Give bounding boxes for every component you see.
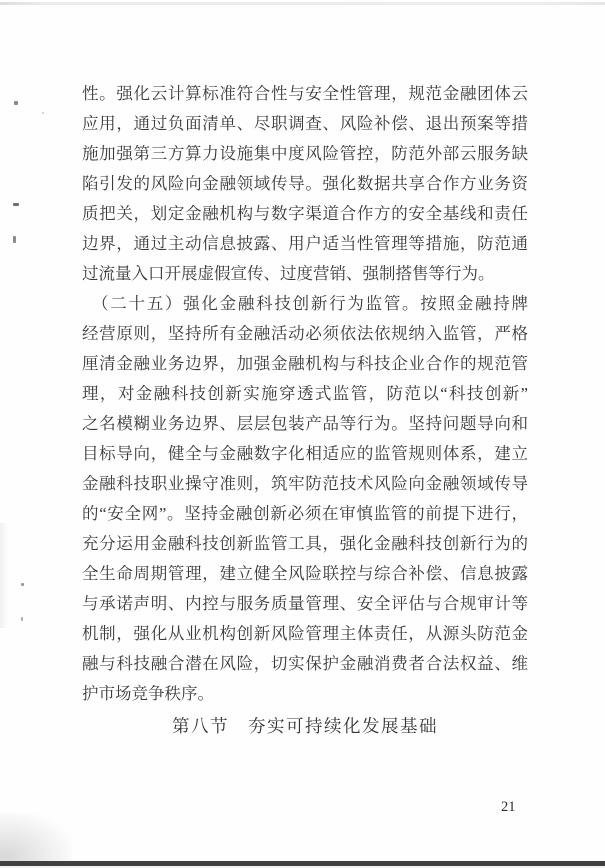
scan-speck xyxy=(42,112,44,114)
body-line: 充分运用金融科技创新监管工具，强化金融科技创新行为的 xyxy=(82,534,528,553)
section-heading: 第八节 夯实可持续化发展基础 xyxy=(172,716,438,736)
body-line: 机制，强化从业机构创新风险管理主体责任，从源头防范金 xyxy=(82,624,528,643)
body-line: 边界，通过主动信息披露、用户适当性管理等措施，防范通 xyxy=(82,234,528,253)
body-line: 过流量入口开展虚假宣传、过度营销、强制搭售等行为。 xyxy=(82,264,495,283)
body-line: 性。强化云计算标准符合性与安全性管理，规范金融团体云 xyxy=(82,84,528,103)
scan-speck xyxy=(21,617,23,621)
body-line: 应用，通过负面清单、尽职调查、风险补偿、退出预案等措 xyxy=(82,114,528,133)
body-text-block xyxy=(82,79,528,709)
body-line: 金融科技职业操守准则，筑牢防范技术风险向金融领域传导 xyxy=(82,474,528,493)
scan-speck xyxy=(14,101,18,105)
body-line: 陷引发的风险向金融领域传导。强化数据共享合作方业务资 xyxy=(82,174,528,193)
body-line: 目标导向，健全与金融数字化相适应的监管规则体系，建立 xyxy=(82,444,528,463)
scan-left-band-artifact xyxy=(0,523,8,628)
scan-corner-smudge-artifact xyxy=(0,813,72,861)
page-number: 21 xyxy=(501,799,516,815)
body-line: 的“安全网”。坚持金融创新必须在审慎监管的前提下进行， xyxy=(82,504,528,523)
body-line: 与承诺声明、内控与服务质量管理、安全评估与合规审计等 xyxy=(82,594,528,613)
body-line: 理，对金融科技创新实施穿透式监管，防范以“科技创新” xyxy=(82,384,528,403)
body-line: 施加强第三方算力设施集中度风险管控，防范外部云服务缺 xyxy=(82,144,528,163)
body-line: 全生命周期管理，建立健全风险联控与综合补偿、信息披露 xyxy=(82,564,528,583)
scan-speck xyxy=(21,583,24,586)
body-line: 之名模糊业务边界、层层包装产品等行为。坚持问题导向和 xyxy=(82,414,528,433)
scan-speck xyxy=(13,236,16,243)
body-line: 护市场竞争秩序。 xyxy=(82,684,214,703)
body-line: 质把关，划定金融机构与数字渠道合作方的安全基线和责任 xyxy=(82,204,528,223)
body-line: 厘清金融业务边界，加强金融机构与科技企业合作的规范管 xyxy=(82,354,528,373)
scan-speck xyxy=(13,203,19,206)
scan-top-edge-artifact xyxy=(0,2,605,5)
body-line: 融与科技融合潜在风险，切实保护金融消费者合法权益、维 xyxy=(82,654,528,673)
body-line: 经营原则，坚持所有金融活动必须依法依规纳入监管，严格 xyxy=(82,324,528,343)
body-line: （二十五）强化金融科技创新行为监管。按照金融持牌 xyxy=(82,294,528,313)
